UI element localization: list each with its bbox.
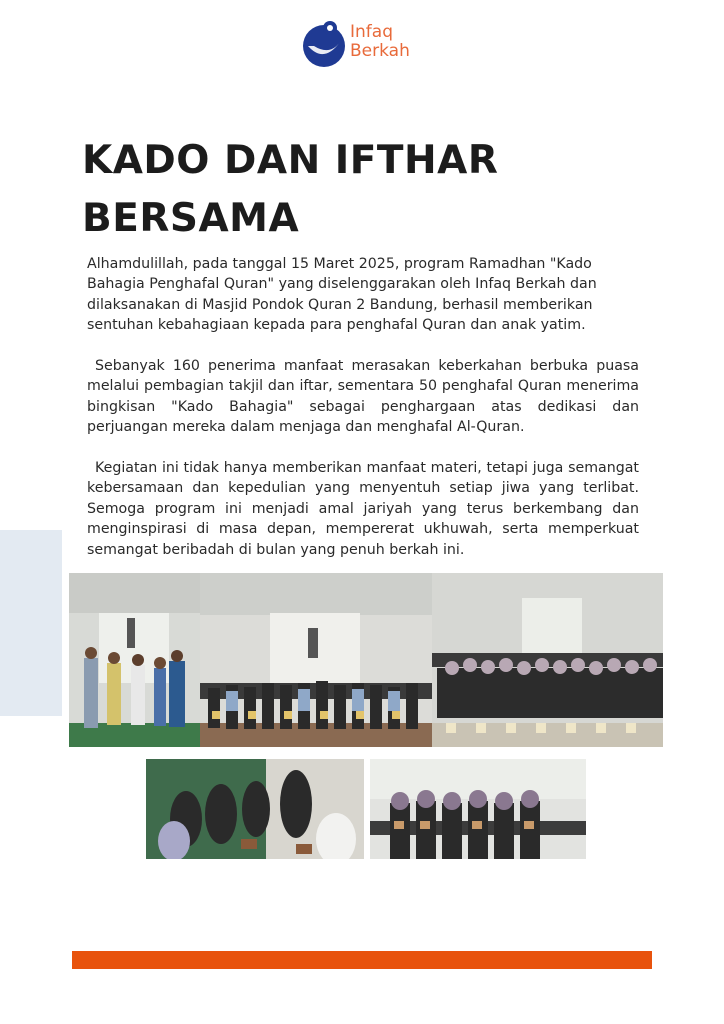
photo-group-men — [69, 573, 200, 747]
infaq-berkah-logo-icon — [300, 16, 348, 68]
photo-children-gifts — [200, 573, 432, 747]
paragraph-1: Alhamdulillah, pada tanggal 15 Maret 2025, program Ramadhan "Kado Bahagia Penghafal Quran" yang diselenggarakan oleh Infaq Berkah dan dilaksanakan di Masjid Pondok Quran 2 Bandung, berhasil memberikan sentuhan kebahagiaan kepada para penghafal Quran dan anak yatim. — [87, 256, 597, 334]
page-title: KADO DAN IFTHAR BERSAMA — [82, 138, 499, 241]
article-body — [87, 254, 639, 580]
decorative-side-block — [0, 530, 62, 716]
accent-bar — [72, 951, 652, 969]
paragraph-2: Sebanyak 160 penerima manfaat merasakan keberkahan berbuka puasa melalui pembagian takjil dan iftar, sementara 50 penghafal Quran menerima bingkisan "Kado Bahagia" sebagai penghargaan atas dedikasi dan perjuangan mereka dalam menjaga dan menghafal Al-Quran. — [87, 358, 639, 436]
brand-logo — [300, 14, 430, 70]
brand-line-1: Infaq — [350, 22, 393, 42]
brand-line-2: Berkah — [350, 41, 410, 61]
photo-girls-gifts — [370, 759, 586, 859]
photo-large-group — [432, 573, 663, 747]
paragraph-3: Kegiatan ini tidak hanya memberikan manfaat materi, tetapi juga semangat kebersamaan dan kepedulian yang menyentuh setiap jiwa yang terlibat. Semoga program ini menjadi amal jariyah yang terus berkembang dan menginspirasi di masa depan, mempererat ukhuwah, serta memperkuat semangat beribadah di bulan yang penuh berkah ini. — [87, 460, 639, 558]
brand-wordmark — [350, 23, 410, 61]
photo-iftar-meal — [146, 759, 364, 859]
